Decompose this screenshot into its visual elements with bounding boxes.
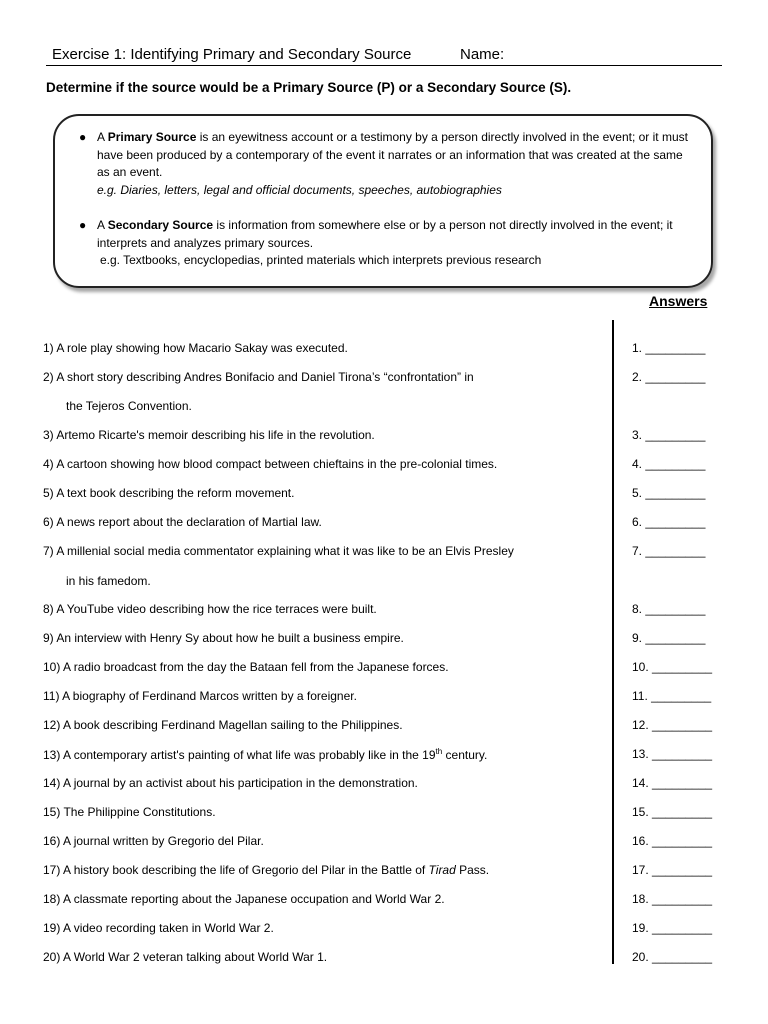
question-12: 12) A book describing Ferdinand Magellan sailing to the Philippines. — [43, 718, 403, 732]
definition-lead: A — [97, 130, 108, 144]
question-13-suffix: century. — [442, 748, 488, 762]
answer-blank-8[interactable]: 8. _________ — [632, 602, 706, 616]
question-11: 11) A biography of Ferdinand Marcos written by a foreigner. — [43, 689, 357, 703]
primary-source-definition — [79, 129, 697, 199]
answer-blank-2[interactable]: 2. _________ — [632, 370, 706, 384]
answer-blank-5[interactable]: 5. _________ — [632, 486, 706, 500]
question-15: 15) The Philippine Constitutions. — [43, 805, 216, 819]
answer-blank-11[interactable]: 11. _________ — [632, 689, 712, 703]
question-1: 1) A role play showing how Macario Sakay was executed. — [43, 341, 348, 355]
question-13-text: 13) A contemporary artist's painting of what life was probably like in the 19 — [43, 748, 436, 762]
answer-blank-1[interactable]: 1. _________ — [632, 341, 706, 355]
answer-blank-13[interactable]: 13. _________ — [632, 747, 713, 761]
question-2-continued: the Tejeros Convention. — [66, 399, 192, 413]
tirad-italic: Tirad — [428, 863, 456, 877]
question-18: 18) A classmate reporting about the Japanese occupation and World War 2. — [43, 892, 445, 906]
answer-blank-4[interactable]: 4. _________ — [632, 457, 706, 471]
answer-blank-6[interactable]: 6. _________ — [632, 515, 706, 529]
answer-blank-18[interactable]: 18. _________ — [632, 892, 713, 906]
question-3: 3) Artemo Ricarte's memoir describing his life in the revolution. — [43, 428, 375, 442]
primary-source-term: Primary Source — [107, 130, 197, 144]
answer-blank-9[interactable]: 9. _________ — [632, 631, 706, 645]
answer-blank-17[interactable]: 17. _________ — [632, 863, 713, 877]
definition-lead: A — [97, 218, 108, 232]
question-9: 9) An interview with Henry Sy about how he built a business empire. — [43, 631, 404, 645]
question-16: 16) A journal written by Gregorio del Pilar. — [43, 834, 264, 848]
question-4: 4) A cartoon showing how blood compact between chieftains in the pre-colonial times. — [43, 457, 498, 471]
question-17-suffix: Pass. — [455, 863, 490, 877]
answer-blank-20[interactable]: 20. _________ — [632, 950, 713, 964]
answer-blank-10[interactable]: 10. _________ — [632, 660, 713, 674]
answer-blank-16[interactable]: 16. _________ — [632, 834, 713, 848]
question-2: 2) A short story describing Andres Bonifacio and Daniel Tirona’s “confrontation” in — [43, 370, 474, 384]
instruction-text: Determine if the source would be a Primary Source (P) or a Secondary Source (S). — [46, 80, 572, 95]
question-17-text: 17) A history book describing the life of Gregorio del Pilar in the Battle of — [43, 863, 429, 877]
answer-blank-14[interactable]: 14. _________ — [632, 776, 713, 790]
answers-divider — [612, 320, 614, 964]
primary-source-example: e.g. Diaries, letters, legal and official documents, speeches, autobiographies — [97, 182, 502, 197]
bullet-icon: ● — [79, 130, 87, 144]
question-14: 14) A journal by an activist about his participation in the demonstration. — [43, 776, 418, 790]
name-label: Name: — [460, 46, 505, 63]
answer-blank-19[interactable]: 19. _________ — [632, 921, 713, 935]
question-6: 6) A news report about the declaration of Martial law. — [43, 515, 322, 529]
answer-blank-3[interactable]: 3. _________ — [632, 428, 706, 442]
secondary-source-definition — [79, 217, 697, 270]
secondary-source-term: Secondary Source — [107, 218, 214, 232]
answer-blank-15[interactable]: 15. _________ — [632, 805, 713, 819]
question-7-continued: in his famedom. — [66, 574, 151, 588]
question-20: 20) A World War 2 veteran talking about World War 1. — [43, 950, 328, 964]
superscript-th: th — [435, 747, 443, 756]
question-13 — [43, 747, 487, 762]
question-7: 7) A millenial social media commentator explaining what it was like to be an Elvis Presley — [43, 544, 514, 558]
question-5: 5) A text book describing the reform movement. — [43, 486, 295, 500]
secondary-source-example: e.g. Textbooks, encyclopedias, printed materials which interprets previous research — [100, 253, 542, 267]
question-10: 10) A radio broadcast from the day the Bataan fell from the Japanese forces. — [43, 660, 449, 674]
worksheet-header — [52, 46, 722, 66]
answer-blank-12[interactable]: 12. _________ — [632, 718, 713, 732]
primary-source-text: is an eyewitness account or a testimony by a person directly involved in the event; or it must have been produced by a contemporary of the event it narrates or an information that was created at the same as an event. — [97, 130, 688, 179]
question-8: 8) A YouTube video describing how the rice terraces were built. — [43, 602, 377, 616]
answers-heading: Answers — [649, 293, 708, 309]
header-underline — [46, 65, 722, 66]
secondary-source-text: is information from somewhere else or by a person not directly involved in the event; it interprets and analyzes primary sources. — [97, 218, 673, 250]
question-19: 19) A video recording taken in World War 2. — [43, 921, 274, 935]
exercise-title: Exercise 1: Identifying Primary and Secondary Source — [52, 46, 412, 63]
answer-blank-7[interactable]: 7. _________ — [632, 544, 706, 558]
question-17 — [43, 863, 489, 877]
bullet-icon: ● — [79, 218, 87, 232]
